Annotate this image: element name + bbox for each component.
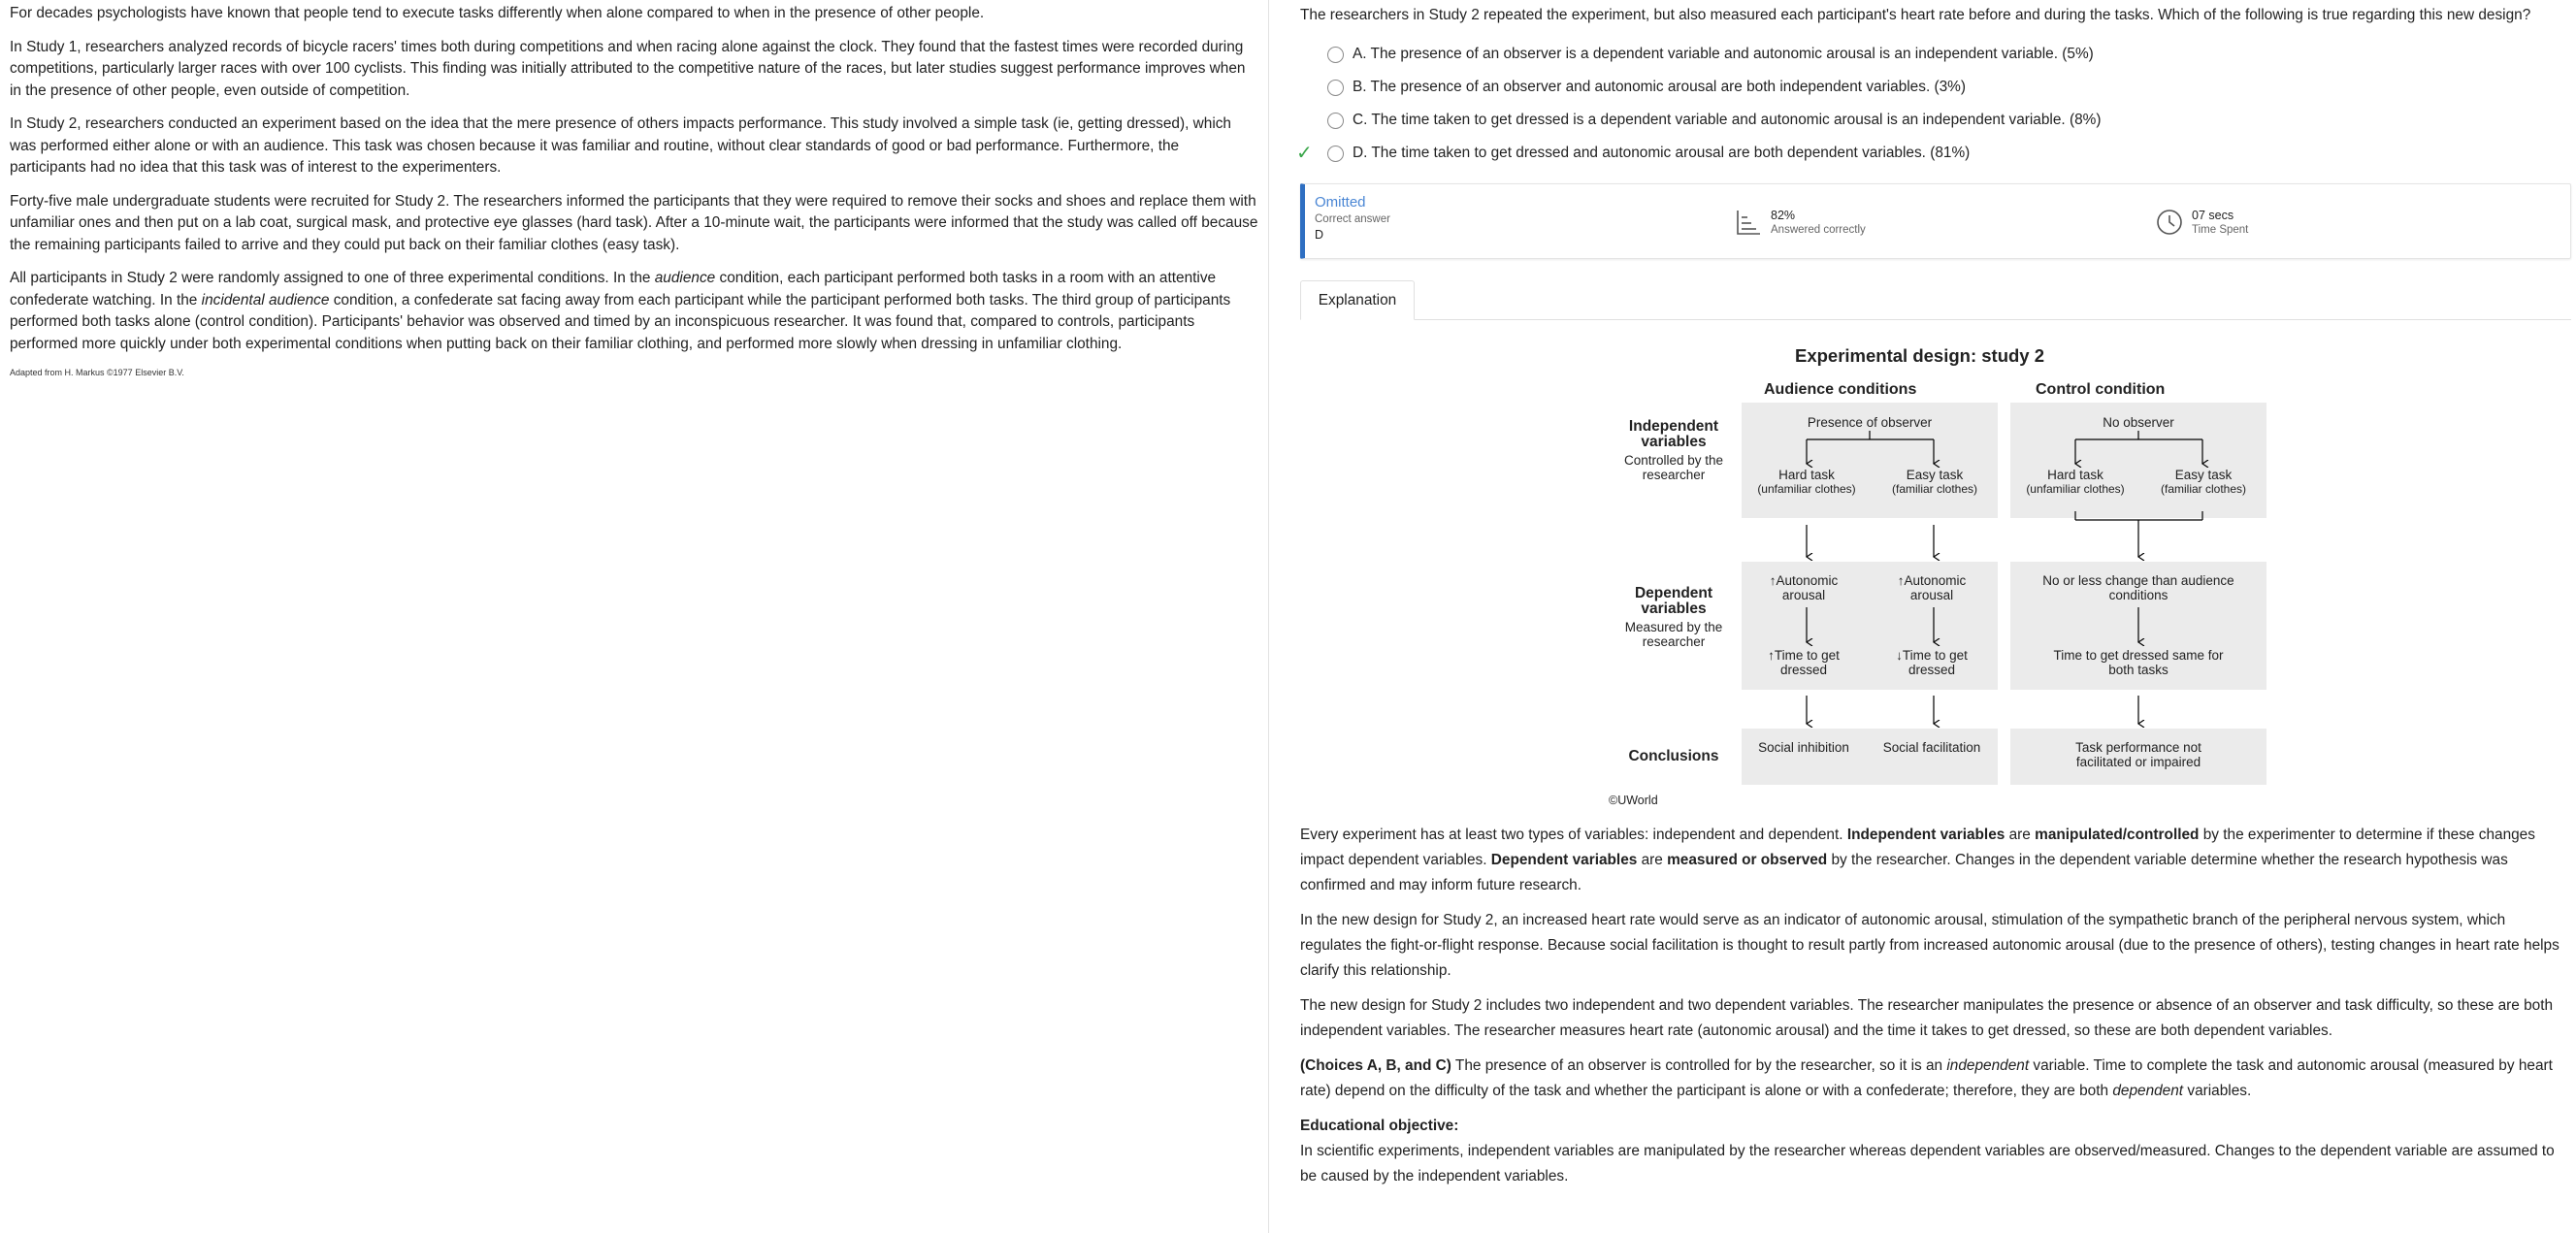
control-column-header: Control condition <box>2036 381 2166 398</box>
control-arousal-no-change: No or less change than audience conditions <box>2042 573 2234 602</box>
percent-correct-stat: 82% Answered correctly <box>1734 208 1866 237</box>
passage-paragraph-4: Forty-five male undergraduate students were recruited for Study 2. The researchers informed the participants that they were required to remove their socks and shoes and replace them with unfamiliar ones and then put on a lab coat, surgical mask, and protective eye glasses (hard task). After a 10-minute wait, the participants were informed that the study was called off because the remaining participants failed to arrive and they could put back on their familiar clothes (easy task). <box>10 192 1258 253</box>
educational-objective-heading: Educational objective: <box>1300 1118 1459 1134</box>
control-hard-task: Hard task (unfamiliar clothes) <box>2026 468 2125 496</box>
social-facilitation: Social facilitation <box>1882 740 1981 755</box>
question-pane <box>1269 0 2576 1233</box>
passage-paragraph-5: All participants in Study 2 were randomly assigned to one of three experimental conditions. In the audience condition, each participant performed both tasks in a room with an attentive confederate watching. In the incidental audience condition, a confederate sat facing away from each participant while the participant performed both tasks. The third group of participants performed both tasks alone (control condition). Participants' behavior was observed and timed by an inconspicuous researcher. It was found that, compared to controls, participants performed more quickly under both experimental conditions when putting back on their familiar clothing, and performed more slowly when dressing in unfamiliar clothing. <box>10 270 1231 352</box>
audience-hard-task: Hard task (unfamiliar clothes) <box>1757 468 1856 496</box>
answer-text: The time taken to get dressed is a dependent variable and autonomic arousal is an independent variable. (8%) <box>1371 112 2102 128</box>
answer-text: The time taken to get dressed and autonomic arousal are both dependent variables. (81%) <box>1371 145 1971 161</box>
question-stem: The researchers in Study 2 repeated the experiment, but also measured each participant's heart rate before and during the tasks. Which of the following is true regarding this new design? <box>1300 7 2531 23</box>
clock-icon <box>2155 208 2184 237</box>
explanation-paragraph-4: (Choices A, B, and C) The presence of an observer is controlled for by the researcher, so it is an independent variable. Time to complete the task and autonomic arousal (measured by heart rate) depend on the difficulty of the task and whether the participant is alone or with a confederate; therefore, they are both dependent variables. <box>1300 1057 2553 1099</box>
answer-choice-c[interactable]: C. The time taken to get dressed is a dependent variable and autonomic arousal is an independent variable. (8%) <box>1300 104 2576 137</box>
explanation-paragraph-3: The new design for Study 2 includes two independent and two dependent variables. The researcher manipulates the presence or absence of an observer and task difficulty, so these are both independent variables. The researcher measures heart rate (autonomic arousal) and the time it takes to get dressed, so these are both dependent variables. <box>1300 997 2554 1039</box>
correct-answer-value: D <box>1315 228 1324 242</box>
tab-explanation[interactable]: Explanation <box>1300 280 1415 320</box>
dependent-variables-label: Dependent variables Measured by the researcher <box>1624 585 1723 649</box>
radio-icon[interactable] <box>1327 80 1344 96</box>
passage-paragraph-1: For decades psychologists have known that people tend to execute tasks differently when alone compared to when in the presence of other people. <box>10 5 985 21</box>
explanation-paragraph-2: In the new design for Study 2, an increased heart rate would serve as an indicator of autonomic arousal, stimulation of the sympathetic branch of the peripheral nervous system, which regulates the fight-or-flight response. Because social facilitation is thought to result partly from increased autonomic arousal (due to the presence of others), testing changes in heart rate helps clarify this relationship. <box>1300 912 2560 979</box>
answer-text: The presence of an observer and autonomic arousal are both independent variables. (3%) <box>1370 79 1966 95</box>
diagram-arrows <box>1591 334 2270 819</box>
easy-time-down: ↓Time to get dressed <box>1896 648 1968 677</box>
hard-arousal-up: ↑Autonomic arousal <box>1769 573 1839 602</box>
result-stats-bar <box>1300 183 2571 259</box>
time-spent-stat: 07 secs Time Spent <box>2155 208 2248 237</box>
answer-choice-d[interactable]: ✓ D. The time taken to get dressed and autonomic arousal are both dependent variables. (81%) <box>1296 143 1971 164</box>
checkmark-icon: ✓ <box>1296 143 1313 164</box>
audience-easy-task: Easy task (familiar clothes) <box>1891 468 1978 496</box>
social-inhibition: Social inhibition <box>1758 740 1849 755</box>
radio-icon[interactable] <box>1327 146 1344 162</box>
experimental-design-diagram <box>1591 334 2270 819</box>
answer-status: Omitted Correct answer D <box>1315 194 1390 242</box>
audience-column-header: Audience conditions <box>1764 381 1917 398</box>
control-easy-task: Easy task (familiar clothes) <box>2160 468 2247 496</box>
explanation-paragraph-1: Every experiment has at least two types of variables: independent and dependent. Independent variables are manipulated/controlled by the experimenter to determine if these changes impact dependent variables. Dependent variables are measured or observed by the researcher. Changes in the dependent variable determine whether the research hypothesis was confirmed and may inform future research. <box>1300 827 2535 893</box>
explanation-tabs <box>1300 278 2571 320</box>
answer-text: The presence of an observer is a dependent variable and autonomic arousal is an independent variable. (5%) <box>1370 46 2094 62</box>
control-time-same: Time to get dressed same for both tasks <box>2053 648 2224 677</box>
independent-variables-label: Independent variables Controlled by the researcher <box>1623 418 1724 482</box>
radio-icon[interactable] <box>1327 113 1344 129</box>
task-performance-unchanged: Task performance not facilitated or impaired <box>2075 740 2201 769</box>
answer-choice-b[interactable]: B. The presence of an observer and autonomic arousal are both independent variables. (3%) <box>1300 71 2576 104</box>
diagram-title: Experimental design: study 2 <box>1795 345 2045 366</box>
answer-list <box>1296 38 2576 170</box>
explanation-body <box>1300 823 2561 1189</box>
passage-pane <box>0 0 1269 1233</box>
bar-chart-icon <box>1734 208 1763 237</box>
presence-of-observer: Presence of observer <box>1807 415 1933 430</box>
passage-paragraph-3: In Study 2, researchers conducted an experiment based on the idea that the mere presence of others impacts performance. This study involved a simple task (ie, getting dressed), which was performed either alone or with an audience. This task was chosen because it was familiar and routine, without clear standards of good or bad performance. Furthermore, the participants had no idea that this task was of interest to the experimenters. <box>10 115 1231 176</box>
easy-arousal-up: ↑Autonomic arousal <box>1897 573 1967 602</box>
radio-icon[interactable] <box>1327 47 1344 63</box>
conclusions-label: Conclusions <box>1628 748 1719 764</box>
answer-choice-a[interactable]: A. The presence of an observer is a dependent variable and autonomic arousal is an independent variable. (5%) <box>1300 38 2576 71</box>
hard-time-up: ↑Time to get dressed <box>1768 648 1840 677</box>
passage-paragraph-2: In Study 1, researchers analyzed records of bicycle racers' times both during competitions and when racing alone against the clock. They found that the fastest times were recorded during competitions, particularly larger races with over 100 cyclists. This finding was initially attributed to the competitive nature of the races, but later studies suggest performance improves when in the presence of other people, even outside of competition. <box>10 38 1246 99</box>
no-observer: No observer <box>2103 415 2174 430</box>
passage-source: Adapted from H. Markus ©1977 Elsevier B.V. <box>10 368 184 377</box>
uworld-copyright: ©UWorld <box>1609 794 1658 807</box>
status-omitted: Omitted <box>1315 194 1366 211</box>
educational-objective-text: In scientific experiments, independent variables are manipulated by the researcher whereas dependent variables are observed/measured. Changes to the dependent variable are assumed to be caused by the independent variables. <box>1300 1143 2555 1184</box>
